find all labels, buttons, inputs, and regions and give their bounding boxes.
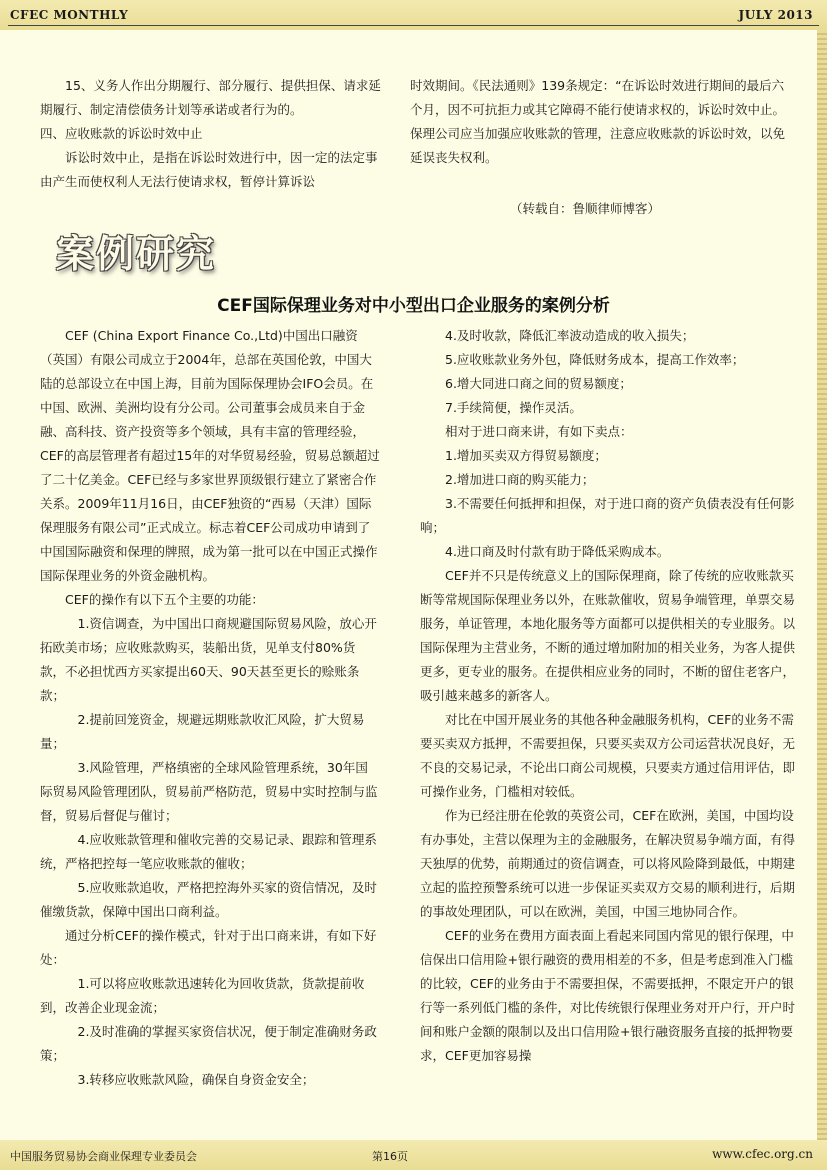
paragraph: CEF的操作有以下五个主要的功能： xyxy=(65,592,264,607)
decorative-side-strip xyxy=(817,30,827,1140)
list-item: 6.增大同进口商之间的贸易额度； xyxy=(445,376,632,391)
list-item: 3.不需要任何抵押和担保，对于进口商的资产负债表没有任何影响； xyxy=(420,496,795,535)
page-header xyxy=(0,0,827,30)
list-item: 1.资信调查，为中国出口商规避国际贸易风险，放心开拓欧美市场；应收账款购买，装船出货，见单支付80%货款，不必担忧西方买家提出60天、90天甚至更长的赊账条款； xyxy=(40,616,377,703)
paragraph: 时效期间。《民法通则》139条规定：“在诉讼时效进行期间的最后六个月，因不可抗拒力或其它障碍不能行使请求权的，诉讼时效中止。保理公司应当加强应收账款的管理，注意应收账款的诉讼时效，以免延误丧失权利。 xyxy=(410,78,786,165)
paragraph: 相对于进口商来讲，有如下卖点： xyxy=(445,424,633,439)
journal-name: CFEC MONTHLY xyxy=(10,8,129,22)
paragraph: 通过分析CEF的操作模式，针对于出口商来讲，有如下好处： xyxy=(40,928,377,967)
list-item: 1.增加买卖双方得贸易额度； xyxy=(445,448,607,463)
list-item: 4.及时收款，降低汇率波动造成的收入损失； xyxy=(445,328,695,343)
list-item: 1.可以将应收账款迅速转化为回收货款，货款提前收到，改善企业现金流； xyxy=(40,976,365,1015)
list-item: 5.应收账款业务外包，降低财务成本，提高工作效率； xyxy=(445,352,745,367)
list-item: 7.手续简便，操作灵活。 xyxy=(445,400,582,415)
page-footer xyxy=(0,1140,827,1170)
top-left-column xyxy=(40,74,388,194)
list-item: 5.应收账款追收，严格把控海外买家的资信情况，及时催缴货款，保障中国出口商利益。 xyxy=(40,880,377,919)
source-note: （转载自：鲁顺律师博客） xyxy=(510,201,661,216)
list-item: 3.转移应收账款风险，确保自身资金安全； xyxy=(77,1072,315,1087)
website-link[interactable]: www.cfec.org.cn xyxy=(712,1147,813,1161)
list-item: 4.应收账款管理和催收完善的交易记录、跟踪和管理系统，严格把控每一笔应收账款的催收； xyxy=(40,832,377,871)
top-right-column xyxy=(410,74,795,170)
paragraph: CEF的业务在费用方面表面上看起来同国内常见的银行保理，中信保出口信用险+银行融资的费用相差的不多，但是考虑到准入门槛的比较，CEF的业务由于不需要担保，不需要抵押，不限定开户的银行等一系列低门槛的条件，对比传统银行保理业务对开户行，开户时间和账户金额的限制以及出口信用险+银行融资服务直接的抵押物要求，CEF更加容易操 xyxy=(420,928,796,1063)
organization-name: 中国服务贸易协会商业保理专业委员会 xyxy=(10,1150,197,1163)
list-item: 4.进口商及时付款有助于降低采购成本。 xyxy=(445,544,670,559)
list-item: 2.提前回笼资金，规避远期账款收汇风险，扩大贸易量； xyxy=(40,712,365,751)
page-number: 第16页 xyxy=(372,1150,408,1163)
article-title: CEF国际保理业务对中小型出口企业服务的案例分析 xyxy=(217,296,610,316)
left-column xyxy=(40,324,380,1092)
paragraph: CEF并不只是传统意义上的国际保理商，除了传统的应收账款买断等常规国际保理业务以外，在账款催收，贸易争端管理，单票交易服务，单证管理，本地化服务等方面都可以提供相关的专业服务。以国际保理为主营业务，不断的通过增加附加的相关业务，为客人提供更多，更专业的服务。在提供相应业务的同时，不断的留住老客户，吸引越来越多的新客人。 xyxy=(420,568,796,703)
header-divider xyxy=(8,25,819,26)
list-item: 3.风险管理，严格缜密的全球风险管理系统，30年国际贸易风险管理团队，贸易前严格防范，贸易中实时控制与监督，贸易后督促与催讨； xyxy=(40,760,378,823)
paragraph: 15、义务人作出分期履行、部分履行、提供担保、请求延期履行、制定清偿债务计划等承诺或者行为的。 xyxy=(40,78,381,117)
right-column xyxy=(420,324,796,1068)
section-title: 案例研究 xyxy=(56,232,217,276)
list-item: 2.增加进口商的购买能力； xyxy=(445,472,595,487)
paragraph: 作为已经注册在伦敦的英资公司，CEF在欧洲，美国，中国均设有办事处，主营以保理为主的金融服务，在解决贸易争端方面，有得天独厚的优势，前期通过的资信调查，可以将风险降到最低，中期建立起的监控预警系统可以进一步保证买卖双方交易的顺利进行，后期的事故处理团队，可以在欧洲，美国，中国三地协同合作。 xyxy=(420,808,796,919)
paragraph: 诉讼时效中止，是指在诉讼时效进行中，因一定的法定事由产生而使权利人无法行使请求权，暂停计算诉讼 xyxy=(40,150,378,189)
paragraph: CEF (China Export Finance Co.,Ltd)中国出口融资（英国）有限公司成立于2004年，总部在英国伦敦，中国大陆的总部设立在中国上海，目前为国际保理协会IFO会员。在中国、欧洲、美洲均设有分公司。公司董事会成员来自于金融、高科技、资产投资等多个领域，具有丰富的管理经验，CEF的高层管理者有超过15年的对华贸易经验，贸易总额超过了二十亿美金。CEF已经与多家世界顶级银行建立了紧密合作关系。2009年11月16日，由CEF独资的“西易（天津）国际保理服务有限公司”正式成立。标志着CEF公司成功申请到了中国国际融资和保理的牌照，成为第一批可以在中国正式操作国际保理业务的外资金融机构。 xyxy=(40,328,380,583)
list-item: 2.及时准确的掌握买家资信状况，便于制定准确财务政策； xyxy=(40,1024,377,1063)
issue-date: JULY 2013 xyxy=(738,8,813,22)
paragraph: 对比在中国开展业务的其他各种金融服务机构，CEF的业务不需要买卖双方抵押，不需要担保，只要买卖双方公司运营状况良好，无不良的交易记录，不论出口商公司规模，只要卖方通过信用评估，即可操作业务，门槛相对较低。 xyxy=(420,712,796,799)
subheading: 四、应收账款的诉讼时效中止 xyxy=(40,126,203,141)
